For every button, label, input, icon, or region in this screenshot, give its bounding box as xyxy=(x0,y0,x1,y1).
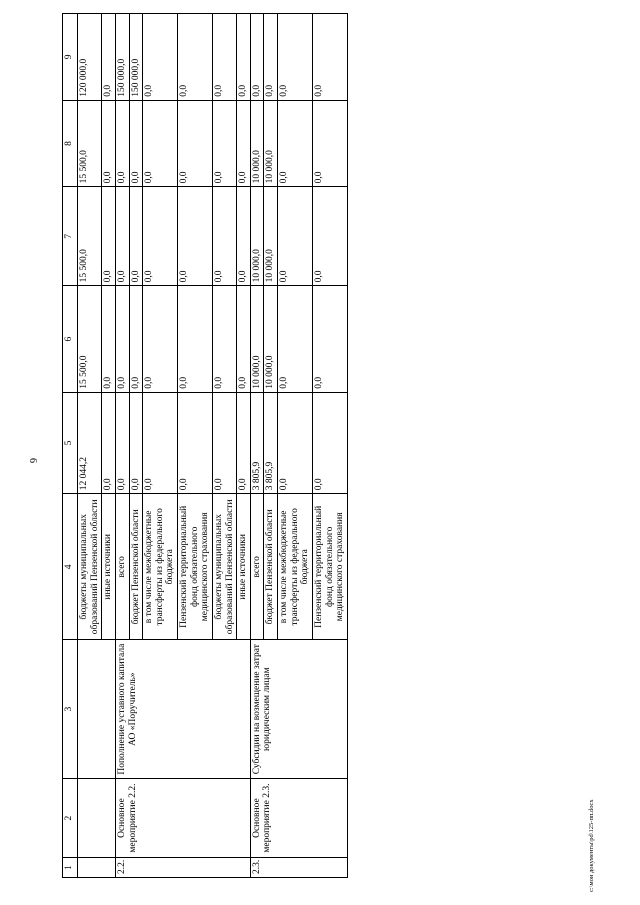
value-cell: 0,0 xyxy=(115,392,129,494)
value-cell: 0,0 xyxy=(129,100,143,187)
value-cell: 0,0 xyxy=(143,187,178,286)
value-cell: 150 000,0 xyxy=(129,14,143,101)
value-cell: 10 000,0 xyxy=(250,286,264,392)
value-cell: 0,0 xyxy=(264,14,278,101)
header-cell-4: 4 xyxy=(63,494,78,640)
value-cell: 0,0 xyxy=(278,14,313,101)
value-cell: 0,0 xyxy=(237,392,251,494)
value-cell: 0,0 xyxy=(312,100,347,187)
funding-source: иные источники xyxy=(102,494,116,640)
value-cell: 0,0 xyxy=(212,286,236,392)
value-cell: 10 000,0 xyxy=(250,100,264,187)
value-cell: 0,0 xyxy=(178,187,213,286)
funding-source: Пензенский территориальный фонд обязательного медицинского страхования xyxy=(178,494,213,640)
funding-source: всего xyxy=(115,494,129,640)
header-row xyxy=(63,14,78,878)
funding-source: всего xyxy=(250,494,264,640)
value-cell: 10 000,0 xyxy=(264,100,278,187)
measure-description: Пополнение уставного капитала АО «Поручитель» xyxy=(115,640,250,779)
value-cell: 10 000,0 xyxy=(250,187,264,286)
value-cell: 0,0 xyxy=(102,100,116,187)
value-cell: 0,0 xyxy=(143,392,178,494)
value-cell: 0,0 xyxy=(312,187,347,286)
funding-table xyxy=(62,13,348,878)
value-cell: 0,0 xyxy=(212,14,236,101)
header-cell-9: 9 xyxy=(63,14,78,101)
rotated-table-wrapper xyxy=(62,13,615,878)
header-cell-6: 6 xyxy=(63,286,78,392)
funding-source: иные источники xyxy=(237,494,251,640)
value-cell: 0,0 xyxy=(278,100,313,187)
funding-source: в том числе межбюджетные трансферты из федерального бюджета xyxy=(278,494,313,640)
value-cell: 12 044,2 xyxy=(78,392,102,494)
value-cell: 0,0 xyxy=(250,14,264,101)
value-cell: 0,0 xyxy=(178,286,213,392)
value-cell: 0,0 xyxy=(115,100,129,187)
value-cell: 0,0 xyxy=(237,100,251,187)
value-cell: 0,0 xyxy=(312,392,347,494)
value-cell: 0,0 xyxy=(115,187,129,286)
header-cell-8: 8 xyxy=(63,100,78,187)
value-cell: 0,0 xyxy=(102,392,116,494)
value-cell: 0,0 xyxy=(312,14,347,101)
row-number: 2.3. xyxy=(250,858,347,878)
funding-source: в том числе межбюджетные трансферты из федерального бюджета xyxy=(143,494,178,640)
measure-name: Основное мероприятие 2.3. xyxy=(250,778,347,857)
header-cell-7: 7 xyxy=(63,187,78,286)
table-row xyxy=(115,14,129,878)
value-cell: 0,0 xyxy=(212,100,236,187)
value-cell: 150 000,0 xyxy=(115,14,129,101)
value-cell: 15 500,0 xyxy=(78,187,102,286)
value-cell: 0,0 xyxy=(178,392,213,494)
funding-source: Пензенский территориальный фонд обязательного медицинского страхования xyxy=(312,494,347,640)
value-cell: 15 500,0 xyxy=(78,286,102,392)
measure-name xyxy=(78,778,116,857)
value-cell: 0,0 xyxy=(143,14,178,101)
value-cell: 0,0 xyxy=(237,14,251,101)
value-cell: 0,0 xyxy=(115,286,129,392)
value-cell: 0,0 xyxy=(178,14,213,101)
value-cell: 120 000,0 xyxy=(78,14,102,101)
value-cell: 0,0 xyxy=(178,100,213,187)
row-number xyxy=(78,858,116,878)
value-cell: 0,0 xyxy=(129,392,143,494)
funding-source: бюджеты муниципальных образований Пензенской области xyxy=(212,494,236,640)
table-row xyxy=(250,14,264,878)
value-cell: 0,0 xyxy=(212,392,236,494)
value-cell: 0,0 xyxy=(278,392,313,494)
header-cell-3: 3 xyxy=(63,640,78,779)
value-cell: 10 000,0 xyxy=(264,286,278,392)
header-cell-2: 2 xyxy=(63,778,78,857)
value-cell: 10 000,0 xyxy=(264,187,278,286)
header-cell-1: 1 xyxy=(63,858,78,878)
header-cell-5: 5 xyxy=(63,392,78,494)
measure-description xyxy=(78,640,116,779)
value-cell: 0,0 xyxy=(312,286,347,392)
value-cell: 0,0 xyxy=(278,286,313,392)
value-cell: 0,0 xyxy=(237,187,251,286)
footer-file-path: c:\мои документы\pd\125-пп.docx xyxy=(588,799,595,892)
value-cell: 15 500,0 xyxy=(78,100,102,187)
value-cell: 0,0 xyxy=(129,187,143,286)
table-row xyxy=(78,14,102,878)
funding-source: бюджет Пензенской области xyxy=(129,494,143,640)
value-cell: 0,0 xyxy=(143,100,178,187)
value-cell: 0,0 xyxy=(129,286,143,392)
value-cell: 0,0 xyxy=(212,187,236,286)
value-cell: 3 805,9 xyxy=(250,392,264,494)
measure-name: Основное мероприятие 2.2. xyxy=(115,778,250,857)
value-cell: 0,0 xyxy=(278,187,313,286)
funding-source: бюджеты муниципальных образований Пензенской области xyxy=(78,494,102,640)
value-cell: 0,0 xyxy=(102,187,116,286)
funding-source: бюджет Пензенской области xyxy=(264,494,278,640)
page-number: 6 xyxy=(27,458,38,463)
row-number: 2.2. xyxy=(115,858,250,878)
value-cell: 3 805,9 xyxy=(264,392,278,494)
value-cell: 0,0 xyxy=(102,14,116,101)
value-cell: 0,0 xyxy=(237,286,251,392)
value-cell: 0,0 xyxy=(143,286,178,392)
value-cell: 0,0 xyxy=(102,286,116,392)
measure-description: Субсидии на возмещение затрат юридическим лицам xyxy=(250,640,347,779)
